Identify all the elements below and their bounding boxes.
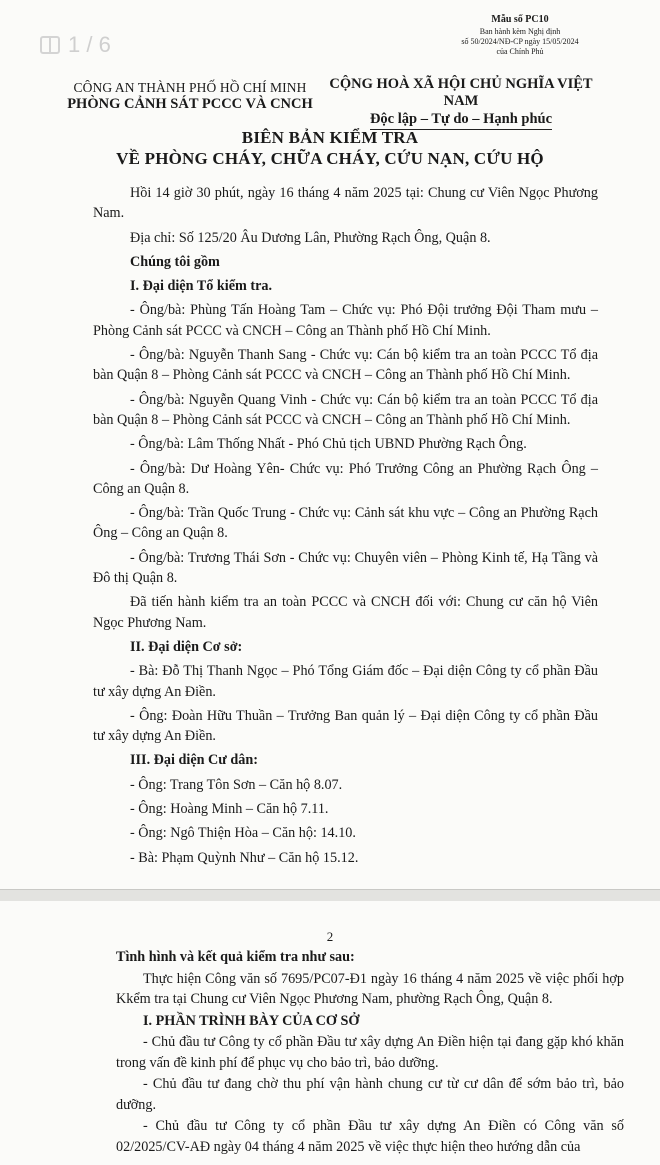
facility-rep-item: - Bà: Đỗ Thị Thanh Ngọc – Phó Tổng Giám đốc – Đại diện Công ty cổ phần Đầu tư xây dựng An Điền. <box>93 663 598 700</box>
facility-rep-item: - Ông: Đoàn Hữu Thuần – Trưởng Ban quản lý – Đại diện Công ty cổ phần Đầu tư xây dựng An Điền. <box>93 707 598 745</box>
page-number: 2 <box>326 929 334 944</box>
national-motto <box>316 76 606 130</box>
inspector-item: - Ông/bà: Nguyễn Thanh Sang - Chức vụ: Cán bộ kiểm tra an toàn PCCC Tổ địa bàn Quận 8 – Phòng Cảnh sát PCCC và CNCH – Công an Thành phố Hồ Chí Minh. <box>93 347 598 384</box>
section-heading: III. Đại diện Cư dân: <box>130 752 258 769</box>
inspector-item: - Ông/bà: Lâm Thống Nhất - Phó Chủ tịch UBND Phường Rạch Ông. <box>130 436 527 453</box>
statement-item: - Chủ đầu tư đang chờ thu phí vận hành chung cư từ cư dân để sớm bảo trì, bảo dưỡng. <box>116 1076 624 1113</box>
document-body <box>93 183 598 872</box>
inspector-item: - Ông/bà: Nguyễn Quang Vinh - Chức vụ: Cán bộ kiểm tra an toàn PCCC Tổ địa bàn Quận 8 – Phòng Cảnh sát PCCC và CNCH – Công an Thành phố Hồ Chí Minh. <box>93 391 598 428</box>
section-heading: I. Đại diện Tổ kiểm tra. <box>130 278 273 295</box>
nation-name: CỘNG HOÀ XÃ HỘI CHỦ NGHĨA VIỆT NAM <box>329 76 593 109</box>
resident-item: - Bà: Phạm Quỳnh Như – Căn hộ 15.12. <box>130 849 359 866</box>
results-heading: Tình hình và kết quả kiểm tra như sau: <box>116 949 355 965</box>
reference-paragraph: Thực hiện Công văn số 7695/PC07-Đ1 ngày 16 tháng 4 năm 2025 về việc phối hợp Kkểm tra tại Chung cư Viên Ngọc Phương Nam, phường Rạch Ông, Quận 8. <box>116 970 624 1007</box>
issuing-organization <box>60 80 320 113</box>
inspector-item: - Ông/bà: Trần Quốc Trung - Chức vụ: Cảnh sát khu vực – Công an Phường Rạch Ông – Công an Quận 8. <box>93 505 598 542</box>
form-reference <box>420 14 620 57</box>
page-counter <box>40 30 111 60</box>
document-body <box>116 947 624 1158</box>
attendees-heading: Chúng tôi gồm <box>130 253 220 270</box>
motto: Độc lập – Tự do – Hạnh phúc <box>370 111 552 130</box>
form-number: Mẫu số PC10 <box>491 14 549 25</box>
section-heading: I. PHẦN TRÌNH BÀY CỦA CƠ SỞ <box>143 1012 360 1029</box>
form-line: của Chính Phủ <box>496 46 544 56</box>
document-page-2 <box>0 901 660 1165</box>
org-parent: CÔNG AN THÀNH PHỐ HỒ CHÍ MINH <box>73 80 307 95</box>
resident-item: - Ông: Ngô Thiện Hòa – Căn hộ: 14.10. <box>130 825 356 842</box>
inspector-item: - Ông/bà: Trương Thái Sơn - Chức vụ: Chuyên viên – Phòng Kinh tế, Hạ Tầng và Đô thị Quận 8. <box>93 549 598 587</box>
form-line: số 50/2024/NĐ-CP ngày 15/05/2024 <box>461 36 579 46</box>
conducted-paragraph: Đã tiến hành kiểm tra an toàn PCCC và CNCH đối với: Chung cư căn hộ Viên Ngọc Phương Nam. <box>93 594 598 631</box>
resident-item: - Ông: Trang Tôn Sơn – Căn hộ 8.07. <box>130 776 343 793</box>
statement-item: - Chủ đầu tư Công ty cổ phần Đầu tư xây dựng An Điền có Công văn số 02/2025/CV-AĐ ngày 04 tháng 4 năm 2025 về việc thực hiện theo hướng dẫn của <box>116 1118 624 1155</box>
inspector-item: - Ông/bà: Phùng Tấn Hoàng Tam – Chức vụ: Phó Đội trưởng Đội Tham mưu – Phòng Cảnh sát PCCC và CNCH – Công an Thành phố Hồ Chí Minh. <box>93 302 598 339</box>
resident-item: - Ông: Hoàng Minh – Căn hộ 7.11. <box>130 801 329 818</box>
address-paragraph: Địa chỉ: Số 125/20 Âu Dương Lân, Phường Rạch Ông, Quận 8. <box>130 229 491 246</box>
page-counter-text: 1 / 6 <box>68 32 111 57</box>
section-heading: II. Đại diện Cơ sở: <box>130 638 243 655</box>
statement-item: - Chủ đầu tư Công ty cổ phần Đầu tư xây dựng An Điền hiện tại đang gặp khó khăn trong vấn đề kinh phí để phục vụ cho bảo trì, bảo dưỡng. <box>116 1034 624 1071</box>
document-title: BIÊN BẢN KIỂM TRA <box>241 128 419 147</box>
intro-paragraph: Hồi 14 giờ 30 phút, ngày 16 tháng 4 năm 2025 tại: Chung cư Viên Ngọc Phương Nam. <box>93 185 598 222</box>
org-name: PHÒNG CẢNH SÁT PCCC VÀ CNCH <box>67 96 313 112</box>
document-subtitle: VỀ PHÒNG CHÁY, CHỮA CHÁY, CỨU NẠN, CỨU HỘ <box>116 149 544 168</box>
pages-icon <box>40 36 60 54</box>
inspector-item: - Ông/bà: Dư Hoàng Yên- Chức vụ: Phó Trưởng Công an Phường Rạch Ông – Công an Quận 8. <box>93 460 598 497</box>
form-line: Ban hành kèm Nghị định <box>479 26 561 36</box>
